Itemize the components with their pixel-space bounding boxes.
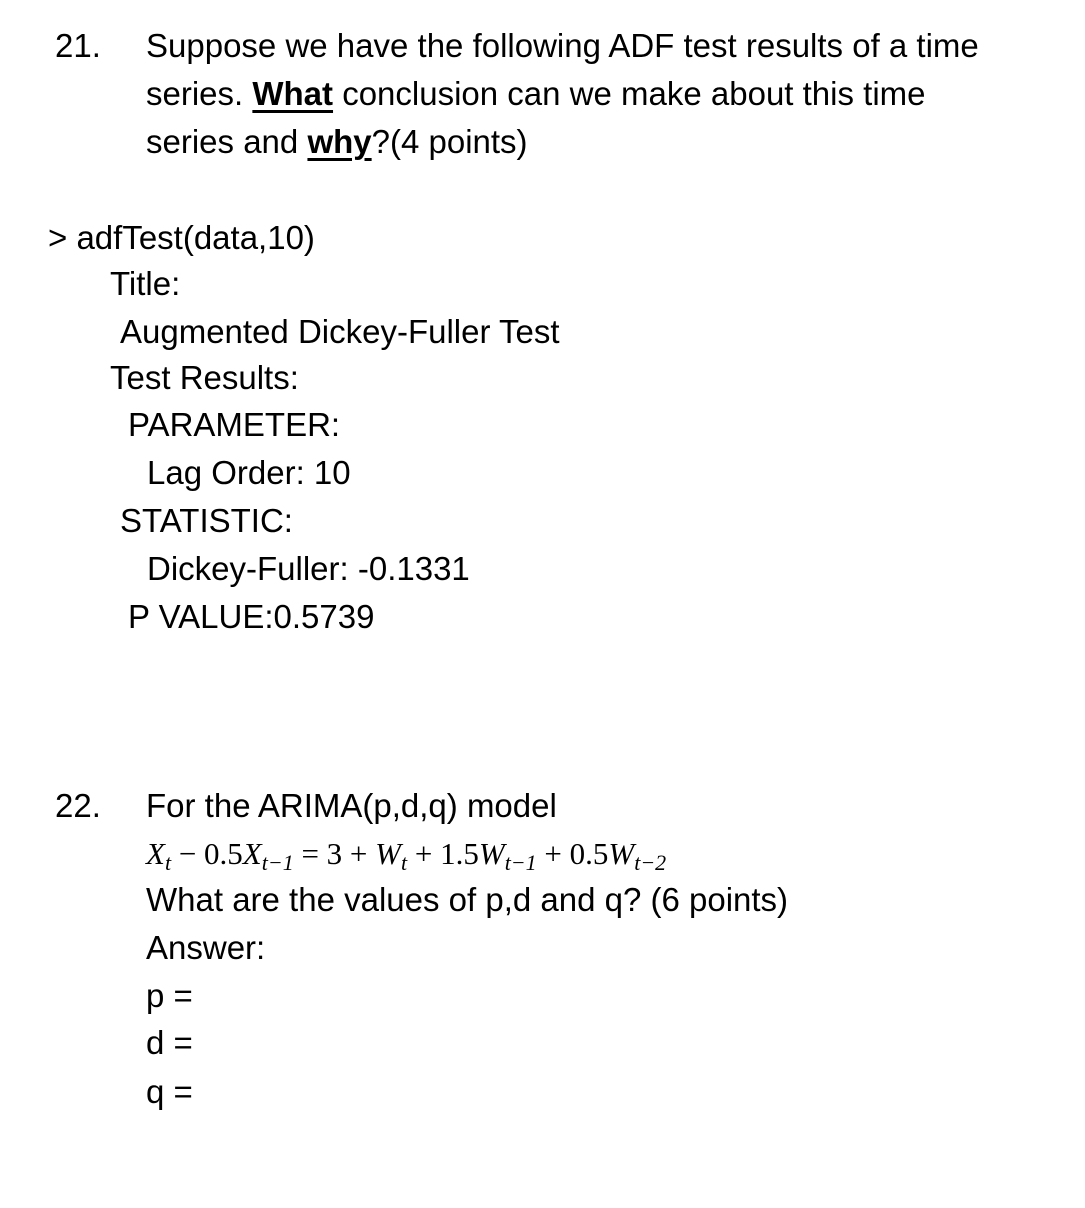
- eq-sub-t2: t−2: [634, 850, 667, 875]
- line-2-prefix: series.: [146, 75, 253, 112]
- question-21-line-2: [146, 74, 926, 114]
- adf-title-value: Augmented Dickey-Fuller Test: [120, 313, 560, 350]
- adf-statistic-label: STATISTIC:: [120, 502, 293, 539]
- eq-w: W: [375, 836, 401, 871]
- question-21-line-1: Suppose we have the following ADF test results of a time: [146, 27, 979, 64]
- adf-command: > adfTest(data,10): [48, 219, 315, 256]
- adf-parameter-label: PARAMETER:: [128, 406, 341, 443]
- eq-sub-t-w: t: [401, 850, 408, 875]
- answer-q: q =: [146, 1073, 193, 1110]
- question-21-number: 21.: [55, 27, 101, 64]
- eq-minus-coef: − 0.5: [171, 836, 243, 871]
- arima-equation: [146, 834, 666, 874]
- eq-plus-1: + 1.5: [407, 836, 479, 871]
- line-3-prefix: series and: [146, 123, 308, 160]
- line-2-suffix: conclusion can we make about this time: [333, 75, 926, 112]
- answer-p: p =: [146, 977, 193, 1014]
- question-22-number: 22.: [55, 787, 101, 824]
- eq-w-lag1: W: [478, 836, 505, 871]
- adf-title-label: Title:: [110, 265, 181, 302]
- adf-lag-order: Lag Order: 10: [147, 454, 351, 491]
- eq-x: X: [146, 836, 165, 871]
- emphasis-why: why: [307, 123, 372, 160]
- answer-label: Answer:: [146, 929, 266, 966]
- eq-sub-t1-w: t−1: [504, 850, 537, 875]
- eq-w-lag2: W: [608, 836, 635, 871]
- eq-plus-2: + 0.5: [536, 836, 609, 871]
- adf-dickey-fuller: Dickey-Fuller: -0.1331: [147, 550, 470, 587]
- eq-equals-const: = 3 +: [293, 836, 376, 871]
- adf-results-label: Test Results:: [110, 359, 299, 396]
- adf-p-value: P VALUE:0.5739: [128, 598, 375, 635]
- eq-sub-t1: t−1: [261, 850, 294, 875]
- question-21-line-3: [146, 122, 528, 162]
- answer-d: d =: [146, 1024, 193, 1061]
- emphasis-what: What: [252, 75, 334, 112]
- eq-sub-t: t: [164, 850, 172, 875]
- question-22-line-3: What are the values of p,d and q? (6 points): [146, 881, 789, 918]
- question-22-line-1: For the ARIMA(p,d,q) model: [146, 787, 557, 824]
- line-3-suffix: ?(4 points): [371, 123, 528, 160]
- eq-x-lag: X: [242, 836, 262, 871]
